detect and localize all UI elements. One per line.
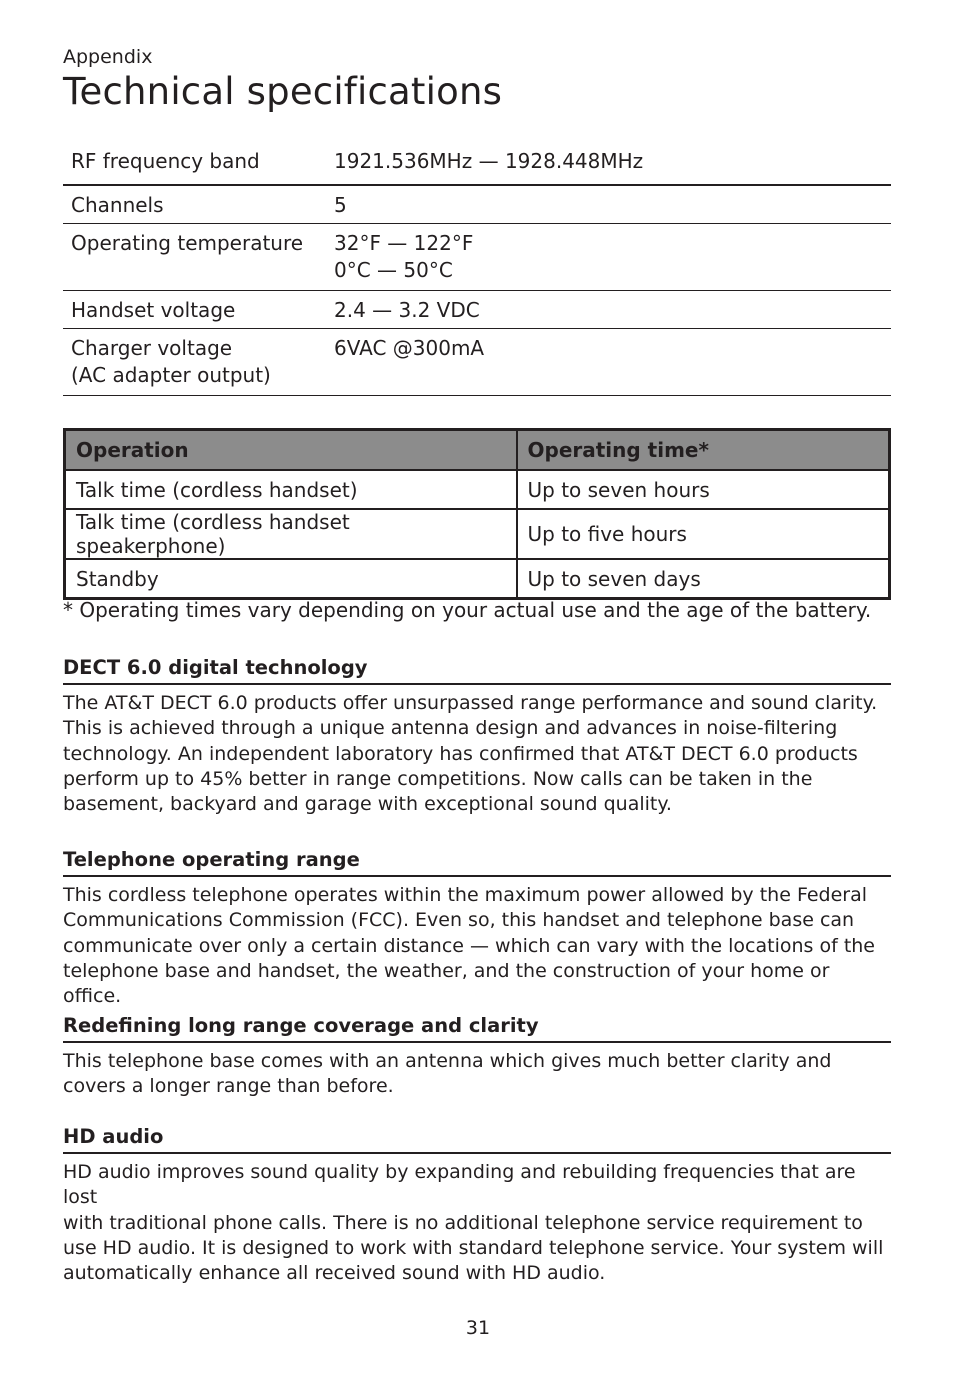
- section-heading: Redefining long range coverage and clarity: [63, 1014, 891, 1043]
- page-number: 31: [465, 1317, 491, 1339]
- body-line: This cordless telephone operates within the maximum power allowed by the Federal: [63, 884, 868, 906]
- body-line: Communications Commission (FCC). Even so, this handset and telephone base can: [63, 909, 855, 932]
- footnote: * Operating times vary depending on your actual use and the age of the battery.: [63, 598, 872, 622]
- section-long-range: [63, 1014, 891, 1100]
- section-body: [63, 1049, 891, 1100]
- body-line: automatically enhance all received sound with HD audio.: [63, 1262, 606, 1285]
- section-operating-range: [63, 848, 891, 1009]
- operating-time-cell: Up to seven days: [517, 559, 890, 599]
- spec-row: [63, 140, 891, 185]
- section-heading: Telephone operating range: [63, 848, 891, 877]
- body-line: telephone base and handset, the weather, and the construction of your home or office.: [63, 959, 830, 1008]
- section-body: [63, 883, 891, 1009]
- body-line: HD audio improves sound quality by expanding and rebuilding frequencies that are lost: [63, 1161, 856, 1209]
- spec-label: Operating temperature: [71, 231, 304, 255]
- specifications-table: [63, 140, 891, 396]
- spec-label: Channels: [71, 193, 164, 217]
- spec-row: [63, 329, 891, 396]
- column-header-operating-time: Operating time*: [517, 430, 890, 471]
- operating-time-table: [63, 428, 891, 600]
- page-title: Technical specifications: [63, 70, 503, 113]
- spec-label: [63, 329, 326, 396]
- section-heading: HD audio: [63, 1125, 891, 1154]
- body-line: use HD audio. It is designed to work with standard telephone service. Your system will: [63, 1236, 884, 1259]
- section-hd-audio: [63, 1125, 891, 1286]
- operation-cell: Talk time (cordless handset): [65, 470, 517, 509]
- spec-value-line: 32°F — 122°F: [334, 231, 474, 255]
- table-header-row: [65, 430, 890, 471]
- body-line: This is achieved through a unique antenna design and advances in noise-filtering: [63, 717, 838, 740]
- section-dect: [63, 656, 891, 817]
- spec-label: Handset voltage: [71, 298, 236, 322]
- spec-label: RF frequency band: [71, 149, 260, 173]
- section-heading: DECT 6.0 digital technology: [63, 656, 891, 685]
- table-row: [65, 509, 890, 559]
- operation-cell: Standby: [65, 559, 517, 599]
- spec-row: [63, 224, 891, 291]
- operation-cell: Talk time (cordless handset speakerphone): [65, 509, 517, 559]
- body-line: covers a longer range than before.: [63, 1075, 394, 1098]
- spec-label-line: (AC adapter output): [71, 363, 271, 387]
- table-row: [65, 559, 890, 599]
- spec-value: 2.4 — 3.2 VDC: [334, 298, 480, 322]
- spec-row: [63, 185, 891, 224]
- spec-row: [63, 291, 891, 329]
- body-line: communicate over only a certain distance — which can vary with the locations of the: [63, 934, 875, 957]
- section-body: [63, 1160, 891, 1286]
- column-header-operation: Operation: [65, 430, 517, 471]
- spec-label-line: Charger voltage: [71, 336, 233, 360]
- spec-value-line: 0°C — 50°C: [334, 258, 453, 282]
- operating-time-cell: Up to seven hours: [517, 470, 890, 509]
- body-line: The AT&T DECT 6.0 products offer unsurpassed range performance and sound clarity.: [63, 692, 878, 714]
- section-body: [63, 691, 891, 817]
- body-line: This telephone base comes with an antenna which gives much better clarity and: [63, 1050, 832, 1072]
- spec-value: 5: [334, 193, 347, 217]
- spec-value: 1921.536MHz — 1928.448MHz: [334, 149, 644, 173]
- body-line: perform up to 45% better in range competitions. Now calls can be taken in the: [63, 767, 813, 790]
- body-line: technology. An independent laboratory has confirmed that AT&T DECT 6.0 products: [63, 742, 858, 765]
- operating-time-cell: Up to five hours: [517, 509, 890, 559]
- table-row: [65, 470, 890, 509]
- section-label: Appendix: [63, 46, 153, 68]
- body-line: basement, backyard and garage with exceptional sound quality.: [63, 793, 672, 816]
- spec-value: 6VAC @300mA: [334, 336, 485, 360]
- body-line: with traditional phone calls. There is no additional telephone service requirement to: [63, 1211, 863, 1234]
- spec-value: [326, 224, 891, 291]
